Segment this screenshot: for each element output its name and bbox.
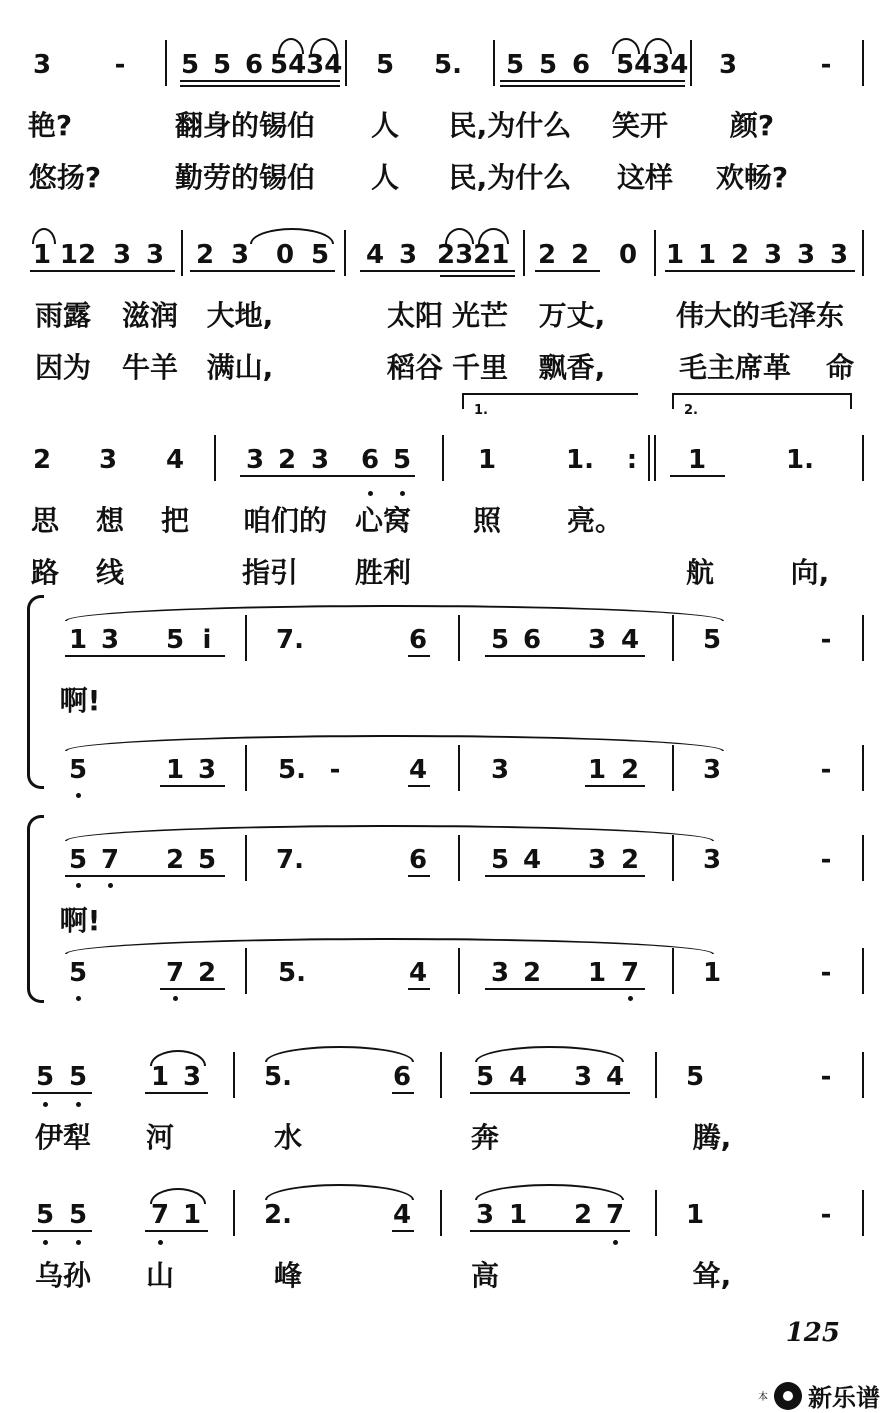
- volta-bracket: [672, 393, 852, 409]
- note: 3: [100, 625, 120, 655]
- volta-bracket: [462, 393, 638, 409]
- lyric-word: 千里: [451, 351, 508, 384]
- low-octave-dot: [76, 883, 81, 888]
- note: 3: [310, 445, 330, 475]
- lyric-word: 滋润: [121, 299, 178, 332]
- lyric-word: 伟大的毛泽东: [675, 299, 844, 332]
- beam-underline: [408, 785, 430, 787]
- note: 5.: [278, 958, 306, 988]
- barline: [654, 435, 656, 481]
- note: 7.: [276, 625, 304, 655]
- lyric-word: 雨露: [34, 299, 91, 332]
- beam-underline: [470, 1092, 630, 1094]
- beam-underline: [408, 875, 430, 877]
- note: 1: [477, 445, 497, 475]
- barline: [862, 615, 864, 661]
- note: 5: [68, 755, 88, 785]
- barline: [862, 948, 864, 994]
- lyric-word: 翻身的锡伯: [174, 109, 315, 142]
- low-octave-dot: [158, 1240, 163, 1245]
- slur-arc: [475, 1184, 624, 1200]
- note: 3: [763, 240, 783, 270]
- barline: [862, 835, 864, 881]
- low-octave-dot: [76, 1240, 81, 1245]
- note: 5: [475, 1062, 495, 1092]
- barline: [655, 1190, 657, 1236]
- slur-arc: [478, 228, 509, 244]
- slur-arc: [32, 228, 56, 244]
- note: -: [820, 1062, 832, 1092]
- note: 4: [408, 958, 428, 988]
- low-octave-dot: [76, 793, 81, 798]
- beam-underline: [145, 1230, 208, 1232]
- lyric-word: 啊!: [59, 684, 101, 717]
- note: 5.: [434, 50, 462, 80]
- note: 3: [182, 1062, 202, 1092]
- note: 4: [522, 845, 542, 875]
- beam-underline: [500, 85, 685, 87]
- note: 2: [165, 845, 185, 875]
- lyric-word: 颜?: [729, 109, 775, 142]
- lyric-word: 光芒: [451, 299, 508, 332]
- barline: [458, 948, 460, 994]
- beam-underline: [180, 80, 340, 82]
- lyric-word: 路: [30, 556, 59, 589]
- note: 3: [230, 240, 250, 270]
- low-octave-dot: [108, 883, 113, 888]
- note: 1: [508, 1200, 528, 1230]
- note: 7: [165, 958, 185, 988]
- note: 1: [68, 625, 88, 655]
- low-octave-dot: [613, 1240, 618, 1245]
- note: 1: [150, 1062, 170, 1092]
- beam-underline: [30, 270, 175, 272]
- note: 5: [68, 1062, 88, 1092]
- beam-underline: [500, 80, 685, 82]
- lyric-word: 思: [30, 504, 59, 537]
- lyric-word: 太阳: [386, 299, 443, 332]
- note: 2: [537, 240, 557, 270]
- note: 3: [573, 1062, 593, 1092]
- lyric-word: 高: [470, 1259, 499, 1292]
- note: 3: [98, 445, 118, 475]
- barline: [345, 40, 347, 86]
- note: 5: [212, 50, 232, 80]
- low-octave-dot: [400, 491, 405, 496]
- lyric-word: 心窝: [354, 504, 411, 537]
- note: 0: [618, 240, 638, 270]
- lyric-word: 民,为什么: [448, 109, 572, 142]
- note: 1: [165, 755, 185, 785]
- note: 3: [197, 755, 217, 785]
- slur-arc: [150, 1188, 206, 1204]
- barline: [458, 745, 460, 791]
- beam-underline: [485, 875, 645, 877]
- volta-label: 2.: [684, 403, 698, 418]
- low-octave-dot: [76, 996, 81, 1001]
- note: -: [820, 845, 832, 875]
- note: 7: [605, 1200, 625, 1230]
- lyric-word: 大地,: [206, 299, 274, 332]
- slur-arc: [65, 605, 724, 621]
- beam-underline: [665, 270, 855, 272]
- note: 1: [587, 958, 607, 988]
- slur-arc: [265, 1046, 414, 1062]
- beam-underline: [32, 1092, 92, 1094]
- note: 1: [687, 445, 707, 475]
- note: 5: [490, 845, 510, 875]
- note: 3: [112, 240, 132, 270]
- note: 4: [392, 1200, 412, 1230]
- barline: [648, 435, 650, 481]
- note: 3: [587, 845, 607, 875]
- note: 5: [392, 445, 412, 475]
- note: 1: [587, 755, 607, 785]
- note: -: [820, 50, 832, 80]
- barline: [672, 615, 674, 661]
- barline: [245, 615, 247, 661]
- note: 1.: [566, 445, 594, 475]
- lyric-word: 指引: [241, 556, 298, 589]
- note: 6: [408, 845, 428, 875]
- note: -: [820, 625, 832, 655]
- barline: [862, 230, 864, 276]
- note: 5: [505, 50, 525, 80]
- barline: [245, 835, 247, 881]
- lyric-word: 奔: [470, 1121, 499, 1154]
- barline: [245, 745, 247, 791]
- system-brace: [27, 595, 44, 789]
- note: 5: [538, 50, 558, 80]
- note: 12: [59, 240, 97, 270]
- lyric-word: 伊犁: [34, 1121, 91, 1154]
- note: 1: [182, 1200, 202, 1230]
- lyric-word: 万丈,: [538, 299, 606, 332]
- note: 5: [180, 50, 200, 80]
- barline: [672, 745, 674, 791]
- note: 5: [35, 1200, 55, 1230]
- note: 7: [150, 1200, 170, 1230]
- lyric-word: 艳?: [27, 109, 73, 142]
- lyric-word: 笑开: [611, 109, 668, 142]
- slur-arc: [278, 38, 304, 54]
- lyric-word: 因为: [34, 351, 91, 384]
- low-octave-dot: [628, 996, 633, 1001]
- page-number: 125: [785, 1318, 840, 1348]
- note: 3: [398, 240, 418, 270]
- note: -: [820, 1200, 832, 1230]
- beam-underline: [360, 270, 515, 272]
- slur-arc: [475, 1046, 624, 1062]
- note: 3: [718, 50, 738, 80]
- note: 6: [244, 50, 264, 80]
- beam-underline: [190, 270, 335, 272]
- barline: [458, 835, 460, 881]
- slur-arc: [65, 825, 714, 841]
- note: 7: [620, 958, 640, 988]
- note: 3: [702, 845, 722, 875]
- barline: [862, 435, 864, 481]
- note: 5434: [270, 50, 343, 80]
- note: 3: [490, 755, 510, 785]
- lyric-word: 飘香,: [538, 351, 606, 384]
- beam-underline: [485, 655, 645, 657]
- note: 6: [571, 50, 591, 80]
- note: 5: [702, 625, 722, 655]
- note: 4: [605, 1062, 625, 1092]
- note: 3: [145, 240, 165, 270]
- note: 5: [490, 625, 510, 655]
- lyric-word: 腾,: [692, 1121, 732, 1154]
- beam-underline: [408, 655, 430, 657]
- lyric-word: 照: [472, 504, 501, 537]
- barline: [245, 948, 247, 994]
- note: 1: [665, 240, 685, 270]
- note: 1: [685, 1200, 705, 1230]
- lyric-word: 啊!: [59, 904, 101, 937]
- note: 7.: [276, 845, 304, 875]
- barline: [862, 40, 864, 86]
- beam-underline: [470, 1230, 630, 1232]
- lyric-word: 悠扬?: [28, 161, 102, 194]
- lyric-word: 乌孙: [34, 1259, 91, 1292]
- lyric-word: 命: [825, 351, 854, 384]
- note: 2321: [437, 240, 510, 270]
- note: 5: [197, 845, 217, 875]
- note: 5.: [278, 755, 306, 785]
- note: 4: [408, 755, 428, 785]
- slur-arc: [65, 735, 724, 751]
- lyric-word: 勤劳的锡伯: [174, 161, 315, 194]
- lyric-word: 胜利: [354, 556, 411, 589]
- lyric-word: 民,为什么: [448, 161, 572, 194]
- barline: [862, 1052, 864, 1098]
- barline: [440, 1190, 442, 1236]
- note: 1: [32, 240, 52, 270]
- watermark-logo: [758, 1378, 880, 1413]
- lyric-word: 人: [370, 109, 399, 142]
- beam-underline: [670, 475, 725, 477]
- note: 6: [408, 625, 428, 655]
- lyric-word: 亮。: [566, 504, 623, 537]
- low-octave-dot: [368, 491, 373, 496]
- lyric-word: 线: [95, 556, 124, 589]
- lyric-word: 向,: [790, 556, 830, 589]
- lyric-word: 稻谷: [386, 351, 443, 384]
- watermark-brand: 新乐谱: [808, 1384, 880, 1412]
- beam-underline: [65, 875, 225, 877]
- lyric-word: 水: [273, 1121, 302, 1154]
- note: 5: [375, 50, 395, 80]
- barline: [862, 745, 864, 791]
- lyric-word: 把: [160, 504, 189, 537]
- note: 5: [685, 1062, 705, 1092]
- note: 2: [620, 845, 640, 875]
- barline: [862, 1190, 864, 1236]
- lyric-word: 这样: [616, 161, 673, 194]
- lyric-word: 耸,: [692, 1259, 732, 1292]
- lyric-word: 峰: [273, 1259, 302, 1292]
- barline: [458, 615, 460, 661]
- note: 1: [697, 240, 717, 270]
- lyric-word: 满山,: [206, 351, 274, 384]
- slur-arc: [150, 1050, 206, 1066]
- note: 3: [796, 240, 816, 270]
- beam-underline: [485, 988, 645, 990]
- low-octave-dot: [43, 1102, 48, 1107]
- note: i: [202, 625, 212, 655]
- note: 2: [277, 445, 297, 475]
- note: 1.: [786, 445, 814, 475]
- lyric-word: 毛主席革: [678, 351, 791, 384]
- note: 3: [32, 50, 52, 80]
- barline: [440, 1052, 442, 1098]
- volta-label: 1.: [474, 403, 488, 418]
- lyric-word: 山: [145, 1259, 174, 1292]
- note: 0: [275, 240, 295, 270]
- barline: [442, 435, 444, 481]
- note: 2.: [264, 1200, 292, 1230]
- note: 5: [35, 1062, 55, 1092]
- note: 3: [702, 755, 722, 785]
- barline: [233, 1190, 235, 1236]
- slur-arc: [612, 38, 640, 54]
- beam-underline: [32, 1230, 92, 1232]
- beam-underline: [585, 785, 645, 787]
- slur-arc: [644, 38, 672, 54]
- note: 5: [68, 958, 88, 988]
- note: 2: [730, 240, 750, 270]
- barline: [672, 835, 674, 881]
- barline: [690, 40, 692, 86]
- note: 5: [310, 240, 330, 270]
- slur-arc: [265, 1184, 414, 1200]
- note: 2: [522, 958, 542, 988]
- beam-underline: [65, 655, 225, 657]
- note: -: [329, 755, 341, 785]
- note: 7: [100, 845, 120, 875]
- beam-underline: [160, 988, 225, 990]
- barline: [672, 948, 674, 994]
- note: 5434: [616, 50, 689, 80]
- note: 4: [620, 625, 640, 655]
- slur-arc: [65, 938, 714, 954]
- low-octave-dot: [43, 1240, 48, 1245]
- note: 4: [508, 1062, 528, 1092]
- barline: [214, 435, 216, 481]
- lyric-word: 咱们的: [242, 504, 327, 537]
- note: -: [114, 50, 126, 80]
- lyric-word: 河: [145, 1121, 174, 1154]
- note: 3: [490, 958, 510, 988]
- note: 2: [620, 755, 640, 785]
- note: 2: [32, 445, 52, 475]
- note: 3: [475, 1200, 495, 1230]
- beam-underline: [180, 85, 340, 87]
- lyric-word: 想: [95, 504, 124, 537]
- barline: [655, 1052, 657, 1098]
- barline: [233, 1052, 235, 1098]
- note: -: [820, 958, 832, 988]
- beam-underline: [160, 785, 225, 787]
- lyric-word: 牛羊: [121, 351, 178, 384]
- note: 2: [195, 240, 215, 270]
- note: 1: [702, 958, 722, 988]
- low-octave-dot: [173, 996, 178, 1001]
- slur-arc: [310, 38, 338, 54]
- note: 6: [522, 625, 542, 655]
- beam-underline: [240, 475, 415, 477]
- note: 6: [392, 1062, 412, 1092]
- note: 5.: [264, 1062, 292, 1092]
- note: 4: [365, 240, 385, 270]
- note: 6: [360, 445, 380, 475]
- beam-underline: [392, 1092, 414, 1094]
- system-brace: [27, 815, 44, 1003]
- note: :: [626, 445, 638, 475]
- note: 3: [245, 445, 265, 475]
- note: 2: [573, 1200, 593, 1230]
- slur-arc: [445, 228, 474, 244]
- lyric-word: 欢畅?: [715, 161, 789, 194]
- beam-underline: [145, 1092, 208, 1094]
- note: 5: [68, 1200, 88, 1230]
- beam-underline: [535, 270, 600, 272]
- slur-arc: [250, 228, 334, 244]
- note: 5: [165, 625, 185, 655]
- record-disc-icon: [774, 1382, 802, 1410]
- note: 3: [829, 240, 849, 270]
- note: -: [820, 755, 832, 785]
- watermark-small-text: 本: [758, 1392, 768, 1403]
- note: 2: [197, 958, 217, 988]
- low-octave-dot: [76, 1102, 81, 1107]
- note: 2: [570, 240, 590, 270]
- lyric-word: 航: [685, 556, 714, 589]
- beam-underline: [408, 988, 430, 990]
- note: 5: [68, 845, 88, 875]
- note: 4: [165, 445, 185, 475]
- lyric-word: 人: [370, 161, 399, 194]
- beam-underline: [440, 275, 515, 277]
- note: 3: [587, 625, 607, 655]
- beam-underline: [392, 1230, 414, 1232]
